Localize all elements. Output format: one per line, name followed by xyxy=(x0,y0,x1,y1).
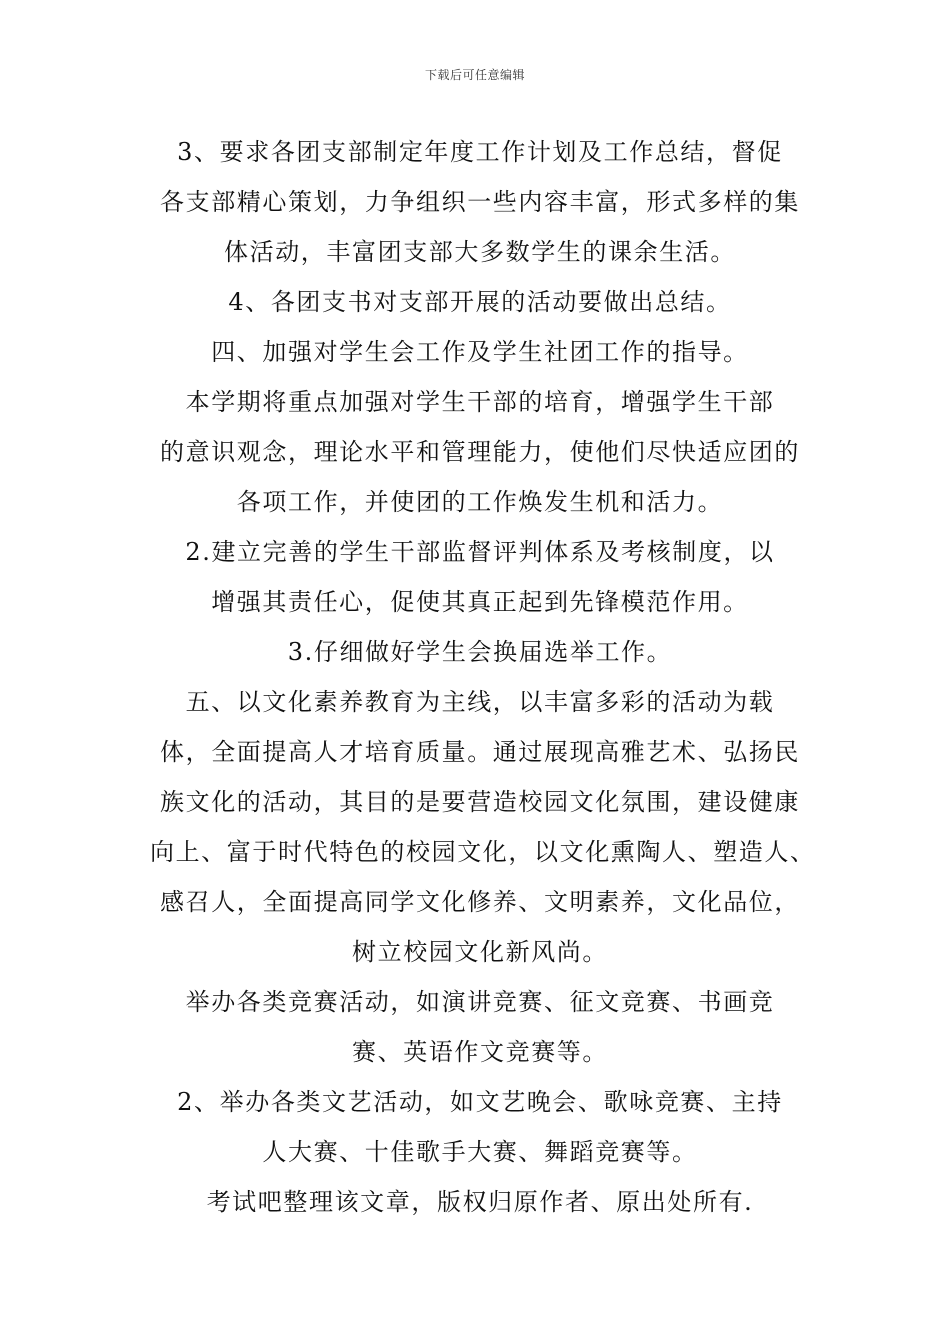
text-line: 体活动，丰富团支部大多数学生的课余生活。 xyxy=(224,238,736,266)
text-line: 3、要求各团支部制定年度工作计划及工作总结，督促 xyxy=(177,138,783,166)
text-line: 本学期将重点加强对学生干部的培育，增强学生干部 xyxy=(185,388,775,416)
section-heading: 五、以文化素养教育为主线，以丰富多彩的活动为载 xyxy=(185,688,775,716)
text-line: 3.仔细做好学生会换届选举工作。 xyxy=(287,638,673,666)
text-line: 各项工作，并使团的工作焕发生机和活力。 xyxy=(236,488,724,516)
text-line: 感召人，全面提高同学文化修养、文明素养，文化品位， xyxy=(160,888,800,916)
text-line: 的意识观念，理论水平和管理能力，使他们尽快适应团的 xyxy=(160,438,800,466)
text-line: 举办各类竞赛活动，如演讲竞赛、征文竞赛、书画竞 xyxy=(185,988,775,1016)
text-line: 赛、英语作文竞赛等。 xyxy=(352,1038,608,1066)
document-body xyxy=(150,128,816,1228)
copyright-note: 考试吧整理该文章，版权归原作者、原出处所有. xyxy=(206,1188,754,1216)
text-line: 人大赛、十佳歌手大赛、舞蹈竞赛等。 xyxy=(262,1138,698,1166)
text-line: 树立校园文化新风尚。 xyxy=(352,938,608,966)
section-heading: 四、加强对学生会工作及学生社团工作的指导。 xyxy=(211,338,749,366)
text-line: 族文化的活动，其目的是要营造校园文化氛围，建设健康 xyxy=(160,788,800,816)
text-line: 2、举办各类文艺活动，如文艺晚会、歌咏竞赛、主持 xyxy=(177,1088,783,1116)
text-line: 体，全面提高人才培育质量。通过展现高雅艺术、弘扬民 xyxy=(160,738,800,766)
text-line: 增强其责任心，促使其真正起到先锋模范作用。 xyxy=(211,588,749,616)
text-line: 向上、富于时代特色的校园文化，以文化熏陶人、塑造人、 xyxy=(150,838,816,866)
page-header: 下载后可任意编辑 xyxy=(424,68,525,82)
text-line: 4、各团支书对支部开展的活动要做出总结。 xyxy=(228,288,732,316)
text-line: 2.建立完善的学生干部监督评判体系及考核制度，以 xyxy=(185,538,775,566)
text-line: 各支部精心策划，力争组织一些内容丰富，形式多样的集 xyxy=(160,188,800,216)
